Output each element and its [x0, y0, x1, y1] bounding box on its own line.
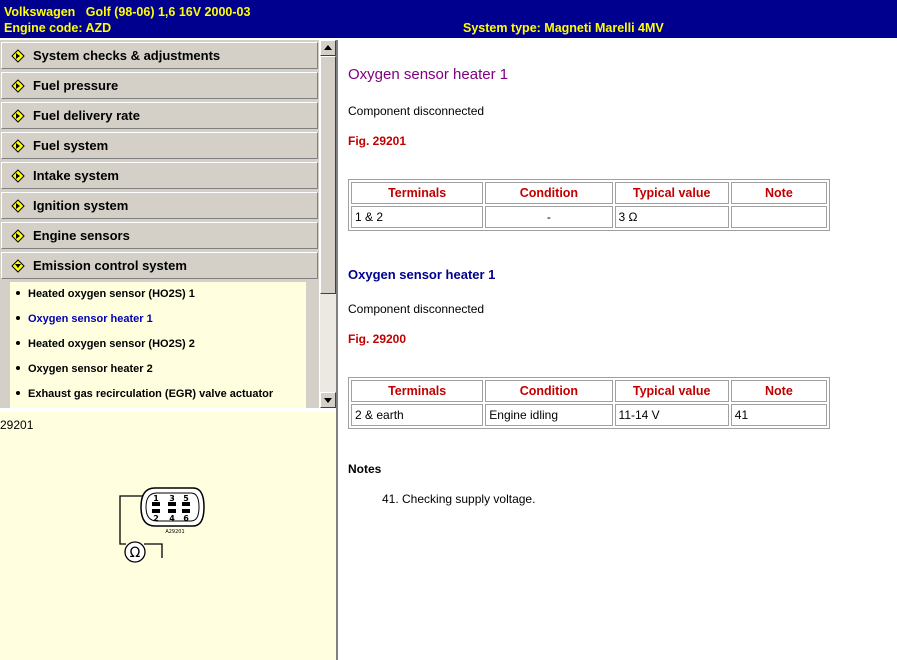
- menu-item-engine-sensors[interactable]: [1, 222, 318, 249]
- arrow-right-icon: [11, 109, 25, 123]
- column-header: Typical value: [615, 182, 729, 204]
- table-cell: 2 & earth: [351, 404, 483, 426]
- menu-item-label: Fuel pressure: [33, 78, 119, 93]
- menu-item-label: Fuel delivery rate: [33, 108, 140, 123]
- ohm-symbol: Ω: [129, 545, 141, 561]
- menu-item-label: Engine sensors: [33, 228, 130, 243]
- scroll-down-button[interactable]: [320, 392, 336, 408]
- menu-item-system-checks[interactable]: [1, 42, 318, 69]
- figure-caption: A29201: [165, 529, 185, 535]
- figure-link[interactable]: Fig. 29200: [348, 332, 407, 346]
- submenu-list: [10, 282, 306, 408]
- menu-item-label: Emission control system: [33, 258, 187, 273]
- pin-label: 4: [169, 514, 175, 523]
- column-header: Note: [731, 182, 827, 204]
- pin-label: 6: [183, 514, 189, 523]
- values-table: [348, 377, 830, 429]
- column-header: Condition: [485, 182, 612, 204]
- notes-heading: Notes: [348, 462, 382, 476]
- figure-link[interactable]: Fig. 29201: [348, 134, 407, 148]
- submenu-item-ho2s-2[interactable]: Heated oxygen sensor (HO2S) 2: [16, 338, 195, 350]
- arrow-right-icon: [11, 79, 25, 93]
- table-cell: 1 & 2: [351, 206, 483, 228]
- figure-number: 29201: [0, 418, 34, 432]
- scroll-thumb[interactable]: [320, 56, 336, 294]
- menu-item-fuel-system[interactable]: [1, 132, 318, 159]
- menu-item-intake-system[interactable]: [1, 162, 318, 189]
- values-table: [348, 179, 830, 231]
- table-header-row: [351, 380, 827, 402]
- section-heading: Oxygen sensor heater 1: [348, 267, 496, 282]
- bullet-icon: [16, 341, 20, 345]
- note-item: 41. Checking supply voltage.: [382, 492, 536, 506]
- navigation-menu: [0, 40, 319, 408]
- chevron-down-icon: [321, 393, 335, 407]
- connector-diagram: [115, 472, 215, 572]
- table-cell: 11-14 V: [615, 404, 729, 426]
- submenu-item-heater-2[interactable]: Oxygen sensor heater 2: [16, 363, 153, 375]
- arrow-right-icon: [11, 199, 25, 213]
- pin-label: 3: [169, 494, 175, 503]
- table-row: [351, 206, 827, 228]
- table-cell: -: [485, 206, 612, 228]
- arrow-right-icon: [11, 169, 25, 183]
- column-header: Note: [731, 380, 827, 402]
- bullet-icon: [16, 316, 20, 320]
- table-cell: 3 Ω: [615, 206, 729, 228]
- menu-item-label: Fuel system: [33, 138, 109, 153]
- menu-item-ignition-system[interactable]: [1, 192, 318, 219]
- pin-label: 2: [153, 514, 159, 523]
- menu-item-fuel-delivery-rate[interactable]: [1, 102, 318, 129]
- submenu-item-heater-1[interactable]: Oxygen sensor heater 1: [16, 313, 153, 325]
- table-row: [351, 404, 827, 426]
- table-header-row: [351, 182, 827, 204]
- menu-item-label: System checks & adjustments: [33, 48, 221, 63]
- table-cell: Engine idling: [485, 404, 612, 426]
- figure-pane: [0, 412, 336, 660]
- column-header: Terminals: [351, 380, 483, 402]
- page-title: Oxygen sensor heater 1: [348, 66, 509, 83]
- table-cell: [731, 206, 827, 228]
- status-text: Component disconnected: [348, 104, 485, 118]
- column-header: Typical value: [615, 380, 729, 402]
- pin-label: 5: [183, 494, 189, 503]
- chevron-up-icon: [321, 41, 335, 55]
- status-text: Component disconnected: [348, 302, 485, 316]
- arrow-down-icon: [11, 259, 25, 273]
- vehicle-line: Volkswagen Golf (98-06) 1,6 16V 2000-03: [4, 5, 251, 19]
- submenu-item-ho2s-1[interactable]: Heated oxygen sensor (HO2S) 1: [16, 288, 195, 300]
- column-header: Condition: [485, 380, 612, 402]
- menu-item-fuel-pressure[interactable]: [1, 72, 318, 99]
- menu-item-emission-control[interactable]: [1, 252, 318, 279]
- menu-item-label: Ignition system: [33, 198, 129, 213]
- column-header: Terminals: [351, 182, 483, 204]
- content-pane: [338, 40, 897, 660]
- left-panel: [0, 40, 336, 660]
- title-bar: [0, 0, 897, 38]
- pin-label: 1: [153, 494, 159, 503]
- arrow-right-icon: [11, 139, 25, 153]
- submenu-item-egr-valve[interactable]: Exhaust gas recirculation (EGR) valve actuator: [16, 388, 273, 400]
- table-cell: 41: [731, 404, 827, 426]
- system-type: System type: Magneti Marelli 4MV: [463, 21, 664, 35]
- bullet-icon: [16, 291, 20, 295]
- arrow-right-icon: [11, 49, 25, 63]
- scroll-up-button[interactable]: [320, 40, 336, 56]
- arrow-right-icon: [11, 229, 25, 243]
- bullet-icon: [16, 391, 20, 395]
- menu-item-label: Intake system: [33, 168, 119, 183]
- engine-code: Engine code: AZD: [4, 21, 112, 35]
- menu-scrollbar[interactable]: [320, 40, 336, 408]
- bullet-icon: [16, 366, 20, 370]
